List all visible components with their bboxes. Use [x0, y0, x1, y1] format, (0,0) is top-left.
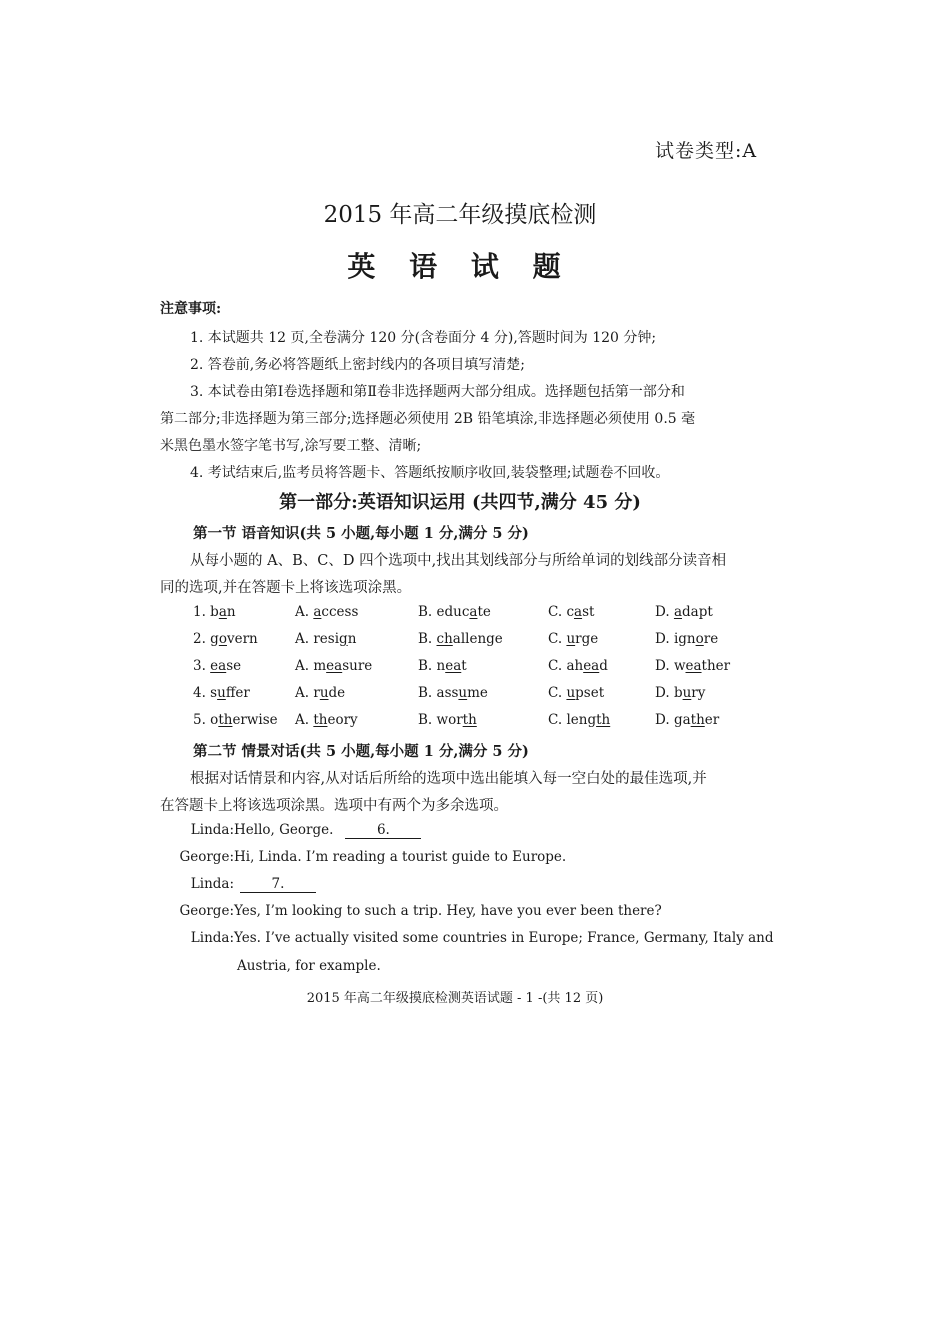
speaker-name: George: — [179, 903, 234, 919]
option-word: cast — [566, 604, 595, 620]
page-footer: 2015 年高二年级摸底检测英语试题 - 1 -(共 12 页) — [306, 991, 604, 1006]
exam-title: 2015 年高二年级摸底检测 — [323, 202, 597, 228]
dialogue-line-6 — [237, 958, 381, 974]
question-2-option-a: A. resign — [295, 631, 357, 647]
speaker-name: George: — [179, 849, 234, 865]
option-word: gather — [673, 712, 720, 728]
option-word: length — [566, 712, 611, 728]
question-3-word: 3. ease — [193, 658, 242, 674]
question-1-option-d: D. adapt — [655, 604, 713, 620]
option-word: rude — [313, 685, 346, 701]
target-word: otherwise — [210, 712, 278, 728]
question-2-option-c: C. urge — [548, 631, 599, 647]
question-3-option-a: A. measure — [295, 658, 373, 674]
dialogue-line-2 — [156, 849, 566, 865]
question-5-option-d: D. gather — [655, 712, 720, 728]
target-word: govern — [210, 631, 258, 647]
section2-heading: 第二节 情景对话(共 5 小题,每小题 1 分,满分 5 分) — [193, 743, 529, 760]
notice-item-1: 1. 本试题共 12 页,全卷满分 120 分(含卷面分 4 分),答题时间为 120 分钟; — [190, 330, 657, 346]
section2-instructions-2: 在答题卡上将该选项涂黑。选项中有两个为多余选项。 — [160, 798, 508, 814]
dialogue-text: Yes. I’ve actually visited some countries in Europe; France, Germany, Italy and — [234, 930, 774, 946]
answer-blank: 7. — [240, 876, 316, 893]
speaker-name: Linda: — [190, 930, 234, 946]
option-word: worth — [436, 712, 477, 728]
question-2-word: 2. govern — [193, 631, 258, 647]
notice-item-4: 4. 考试结束后,监考员将答题卡、答题纸按顺序收回,装袋整理;试题卷不回收。 — [190, 465, 670, 481]
section1-instructions-2: 同的选项,并在答题卡上将该选项涂黑。 — [160, 580, 412, 596]
option-word: weather — [673, 658, 731, 674]
option-word: bury — [673, 685, 706, 701]
option-word: urge — [566, 631, 599, 647]
question-5-option-a: A. theory — [295, 712, 358, 728]
question-1-option-a: A. access — [295, 604, 359, 620]
option-word: assume — [436, 685, 488, 701]
option-word: upset — [566, 685, 605, 701]
question-1-word: 1. ban — [193, 604, 236, 620]
dialogue-line-1 — [156, 822, 421, 839]
question-4-option-b: B. assume — [418, 685, 488, 701]
part1-heading: 第一部分:英语知识运用 (共四节,满分 45 分) — [279, 492, 641, 513]
section1-instructions-1: 从每小题的 A、B、C、D 四个选项中,找出其划线部分与所给单词的划线部分读音相 — [190, 553, 727, 569]
section1-heading: 第一节 语音知识(共 5 小题,每小题 1 分,满分 5 分) — [193, 525, 529, 542]
question-4-option-c: C. upset — [548, 685, 605, 701]
answer-blank: 6. — [345, 822, 421, 839]
target-word: ban — [210, 604, 236, 620]
option-word: ignore — [673, 631, 719, 647]
target-word: suffer — [210, 685, 250, 701]
question-5-option-b: B. worth — [418, 712, 477, 728]
notice-heading: 注意事项: — [160, 301, 222, 317]
notice-item-3-cont: 第二部分;非选择题为第三部分;选择题必须使用 2B 铅笔填涂,非选择题必须使用 0.5 毫 — [160, 411, 696, 427]
notice-item-3-cont2: 米黑色墨水签字笔书写,涂写要工整、清晰; — [160, 438, 422, 454]
option-word: resign — [313, 631, 357, 647]
question-4-option-a: A. rude — [295, 685, 346, 701]
notice-item-2: 2. 答卷前,务必将答题纸上密封线内的各项目填写清楚; — [190, 357, 525, 373]
dialogue-line-5 — [156, 930, 773, 946]
notice-item-3: 3. 本试卷由第Ⅰ卷选择题和第Ⅱ卷非选择题两大部分组成。选择题包括第一部分和 — [190, 384, 685, 400]
dialogue-text: Hello, George. — [234, 822, 334, 838]
dialogue-line-4 — [156, 903, 662, 919]
question-4-word: 4. suffer — [193, 685, 250, 701]
option-word: challenge — [436, 631, 503, 647]
option-word: ahead — [566, 658, 608, 674]
question-3-option-c: C. ahead — [548, 658, 608, 674]
option-word: theory — [313, 712, 358, 728]
dialogue-text: Yes, I’m looking to such a trip. Hey, have you ever been there? — [234, 903, 662, 919]
question-1-option-c: C. cast — [548, 604, 595, 620]
question-2-option-b: B. challenge — [418, 631, 503, 647]
option-word: adapt — [673, 604, 713, 620]
question-5-option-c: C. length — [548, 712, 611, 728]
speaker-name: Linda: — [190, 822, 234, 838]
dialogue-line-3 — [156, 876, 316, 893]
target-word: ease — [210, 658, 242, 674]
section2-instructions-1: 根据对话情景和内容,从对话后所给的选项中选出能填入每一空白处的最佳选项,并 — [190, 771, 707, 787]
option-word: neat — [436, 658, 467, 674]
question-5-word: 5. otherwise — [193, 712, 278, 728]
question-2-option-d: D. ignore — [655, 631, 719, 647]
option-word: educate — [436, 604, 491, 620]
speaker-name: Linda: — [190, 876, 234, 892]
question-4-option-d: D. bury — [655, 685, 706, 701]
option-word: measure — [313, 658, 373, 674]
question-3-option-b: B. neat — [418, 658, 467, 674]
question-3-option-d: D. weather — [655, 658, 731, 674]
question-1-option-b: B. educate — [418, 604, 491, 620]
dialogue-text: Hi, Linda. I’m reading a tourist guide to Europe. — [234, 849, 567, 865]
option-word: access — [313, 604, 359, 620]
exam-subtitle: 英 语 试 题 — [347, 250, 573, 283]
dialogue-text: Austria, for example. — [237, 958, 381, 974]
paper-type-label: 试卷类型:A — [655, 140, 758, 162]
